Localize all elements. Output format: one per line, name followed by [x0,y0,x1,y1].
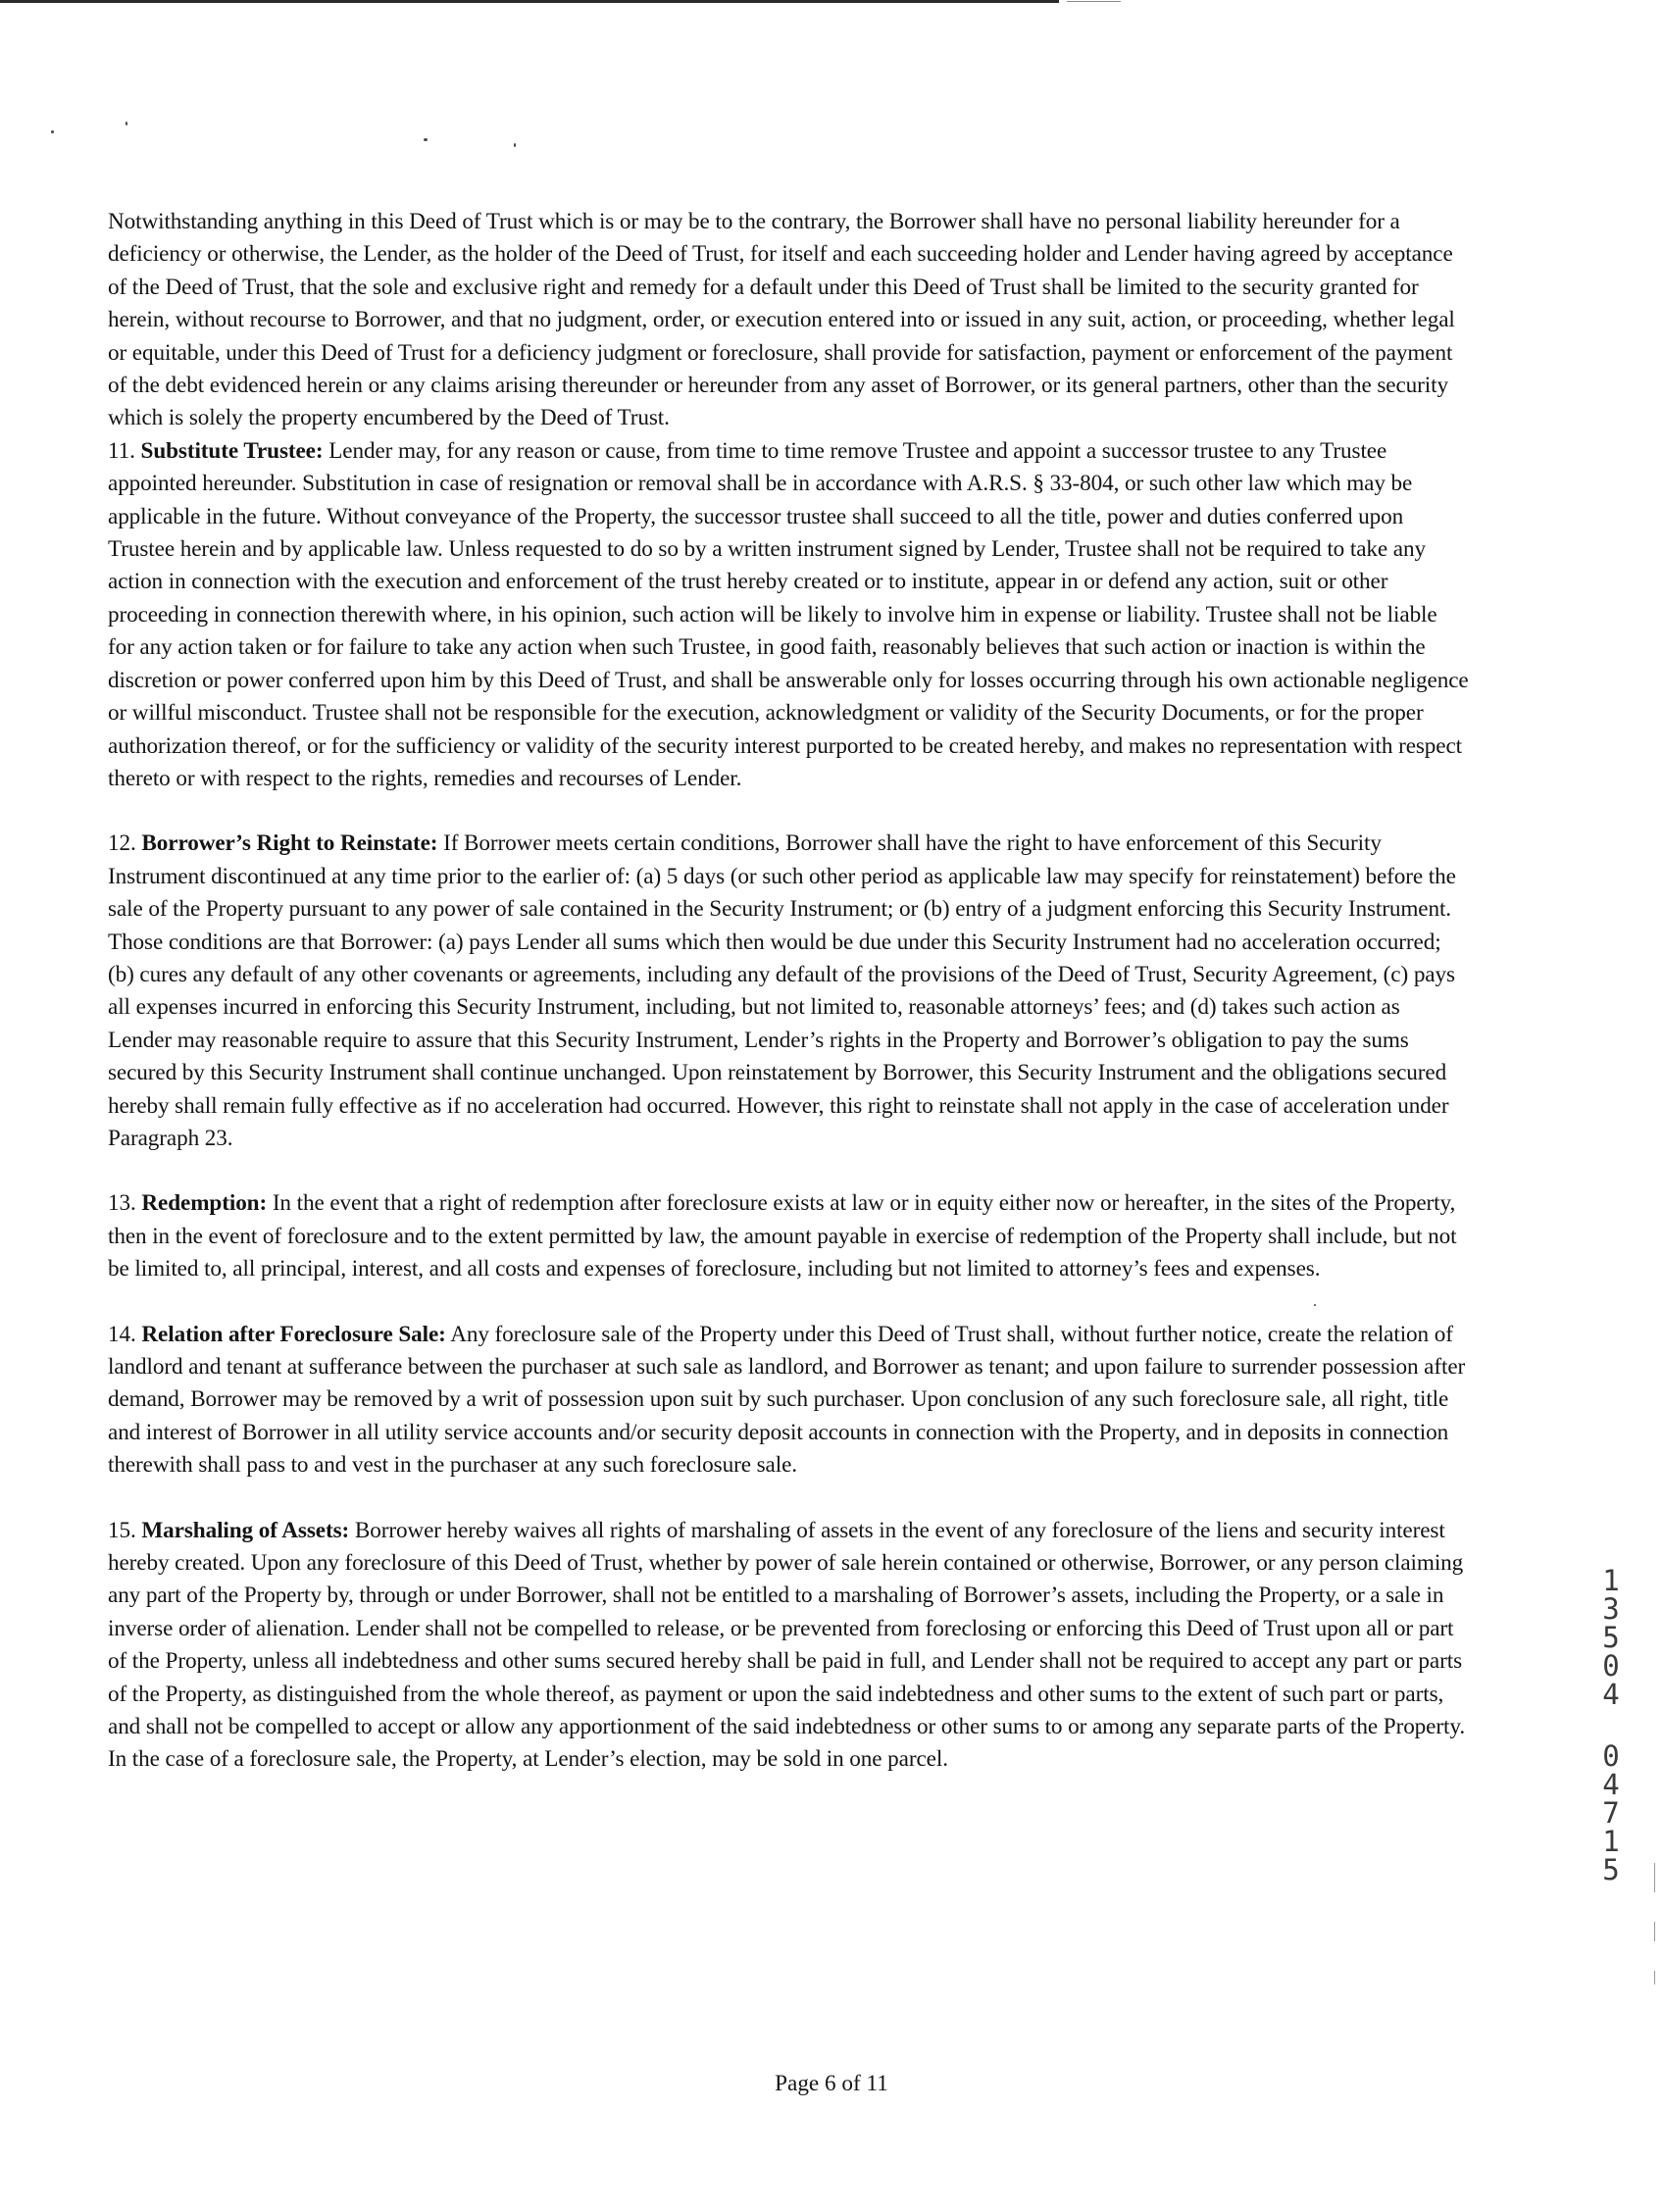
stamp-digit: 5 [1602,1621,1620,1654]
stamp-gap [1596,1709,1626,1742]
stamp-digit: 3 [1602,1592,1620,1626]
paragraph-heading: Relation after Foreclosure Sale: [141,1321,446,1347]
paragraph-text: Lender may, for any reason or cause, from time to time remove Trustee and appoint a successor trustee to any Trustee appointed hereunder. Substitution in case of resignation or removal shall be in accordance with A.R.S. § 33-804, or such other law which may be applicable in the future. Without conveyance of the Property, the successor trustee shall succeed to all the title, power and duties conferred upon Trustee herein and by applicable law. Unless requested to do so by a written instrument signed by Lender, Trustee shall not be required to take any action in connection with the execution and enforcement of the trust hereby created or to institute, appear in or defend any action, suit or other proceeding in connection therewith where, in his opinion, such action will be likely to involve him in expense or liability. Trustee shall not be liable for any action taken or for failure to take any action when such Trustee, in good faith, reasonably believes that such action or inaction is within the discretion or power conferred upon him by this Deed of Trust, and shall be answerable only for losses occurring through his own actionable negligence or willful misconduct. Trustee shall not be responsible for the execution, acknowledgment or validity of the Security Documents, or for the proper authorization thereof, or for the sufficiency or validity of the security interest purported to be created hereby, and makes no representation with respect thereto or with respect to the rights, remedies and recourses of Lender. [108,437,1469,791]
paragraph-number: 12. [108,830,136,857]
stamp-digit: 4 [1602,1678,1620,1711]
stamp-digit: 0 [1602,1649,1620,1683]
scan-speck [126,122,127,126]
paragraph-redemption [108,1187,1469,1285]
stamp-digit: 1 [1602,1564,1620,1597]
paragraph-heading: Redemption: [141,1190,268,1217]
stamp-digit: 4 [1602,1768,1620,1801]
paragraph-heading: Borrower’s Right to Reinstate: [141,830,438,857]
paragraph-number: 11. [108,437,135,464]
recording-number-stamp [1596,1564,1626,1886]
stamp-digit: 0 [1602,1739,1620,1773]
paragraph-relation-after-foreclosure-sale [108,1319,1469,1483]
top-scan-rule [0,0,1059,3]
paragraph-heading: Marshaling of Assets: [141,1517,350,1543]
stamp-digit: 5 [1602,1853,1620,1886]
paragraph-text: Borrower hereby waives all rights of marshaling of assets in the event of any foreclosure of the liens and security interest hereby created. Upon any foreclosure of this Deed of Trust, whether by power of sale herein contained or otherwise, Borrower, or any person claiming any part of the Property by, through or under Borrower, shall not be entitled to a marshaling of Borrower’s assets, including the Property, or a sale in inverse order of alienation. Lender shall not be compelled to release, or be prevented from foreclosing or enforcing this Deed of Trust upon all or part of the Property, unless all indebtedness and other sums secured hereby shall be paid in full, and Lender shall not be required to accept any part or parts of the Property, as distinguished from the whole thereof, as payment or upon the said indebtedness and other sums to the extent of such part or parts, and shall not be compelled to accept or allow any apportionment of the said indebtedness or other sums to or among any separate parts of the Property. In the case of a foreclosure sale, the Property, at Lender’s election, may be sold in one parcel. [108,1517,1466,1773]
scan-speck [514,143,516,147]
paragraph-substitute-trustee [108,435,1469,795]
paragraph-text: In the event that a right of redemption after foreclosure exists at law or in equity either now or hereafter, in the sites of the Property, then in the event of foreclosure and to the extent permitted by law, the amount payable in exercise of redemption of the Property shall include, but not be limited to, all principal, interest, and all costs and expenses of foreclosure, including but not limited to attorney’s fees and expenses. [108,1190,1457,1282]
top-scan-rule-fragment [1067,1,1121,2]
page-number: Page 6 of 11 [775,2071,888,2096]
paragraph-nonrecourse [108,206,1469,435]
paragraph-text: Notwithstanding anything in this Deed of Trust which is or may be to the contrary, the Borrower shall have no personal liability hereunder for a deficiency or otherwise, the Lender, as the holder of the Deed of Trust, for itself and each succeeding holder and Lender having agreed by acceptance of the Deed of Trust, that the sole and exclusive right and remedy for a default under this Deed of Trust shall be limited to the security granted for herein, without recourse to Borrower, and that no judgment, order, or execution entered into or issued in any suit, action, or proceeding, whether legal or equitable, under this Deed of Trust for a deficiency judgment or foreclosure, shall provide for satisfaction, payment or enforcement of the payment of the debt evidenced herein or any claims arising thereunder or hereunder from any asset of Borrower, or its general partners, other than the security which is solely the property encumbered by the Deed of Trust. [108,209,1455,431]
paragraph-number: 15. [108,1517,136,1543]
stamp-digit: 7 [1602,1796,1620,1830]
paragraph-right-to-reinstate [108,828,1469,1155]
scan-edge-mark [1654,1971,1655,1985]
document-body [108,206,1469,1777]
stamp-digit: 1 [1602,1825,1620,1858]
paragraph-number: 14. [108,1321,136,1347]
paragraph-number: 13. [108,1190,136,1217]
paragraph-heading: Substitute Trustee: [140,437,324,464]
scan-edge-mark [1654,1922,1655,1941]
scan-speck [51,130,54,133]
paragraph-text: Any foreclosure sale of the Property under this Deed of Trust shall, without further notice, create the relation of landlord and tenant at sufferance between the purchaser at such sale as landlord, and Borrower as tenant; and upon failure to surrender possession after demand, Borrower may be removed by a writ of possession upon suit by such purchaser. Upon conclusion of any such foreclosure sale, all right, title and interest of Borrower in all utility service accounts and/or security deposit accounts in connection with the Property, and in deposits in connection therewith shall pass to and vest in the purchaser at any such foreclosure sale. [108,1321,1466,1479]
paragraph-text: If Borrower meets certain conditions, Borrower shall have the right to have enforcement of this Security Instrument discontinued at any time prior to the earlier of: (a) 5 days (or such other period as applicable law may specify for reinstatement) before the sale of the Property pursuant to any power of sale contained in the Security Instrument; or (b) entry of a judgment enforcing this Security Instrument. Those conditions are that Borrower: (a) pays Lender all sums which then would be due under this Security Instrument had no acceleration occurred; (b) cures any default of any other covenants or agreements, including any default of the provisions of the Deed of Trust, Security Agreement, (c) pays all expenses incurred in enforcing this Security Instrument, including, but not limited to, reasonable attorneys’ fees; and (d) takes such action as Lender may reasonable require to assure that this Security Instrument, Lender’s rights in the Property and Borrower’s obligation to pay the sums secured by this Security Instrument shall continue unchanged. Upon reinstatement by Borrower, this Security Instrument and the obligations secured hereby shall remain fully effective as if no acceleration had occurred. However, this right to reinstate shall not apply in the case of acceleration under Paragraph 23. [108,830,1456,1151]
paragraph-marshaling-of-assets [108,1515,1469,1777]
scan-edge-mark [1654,1863,1655,1892]
scan-speck [424,138,428,141]
